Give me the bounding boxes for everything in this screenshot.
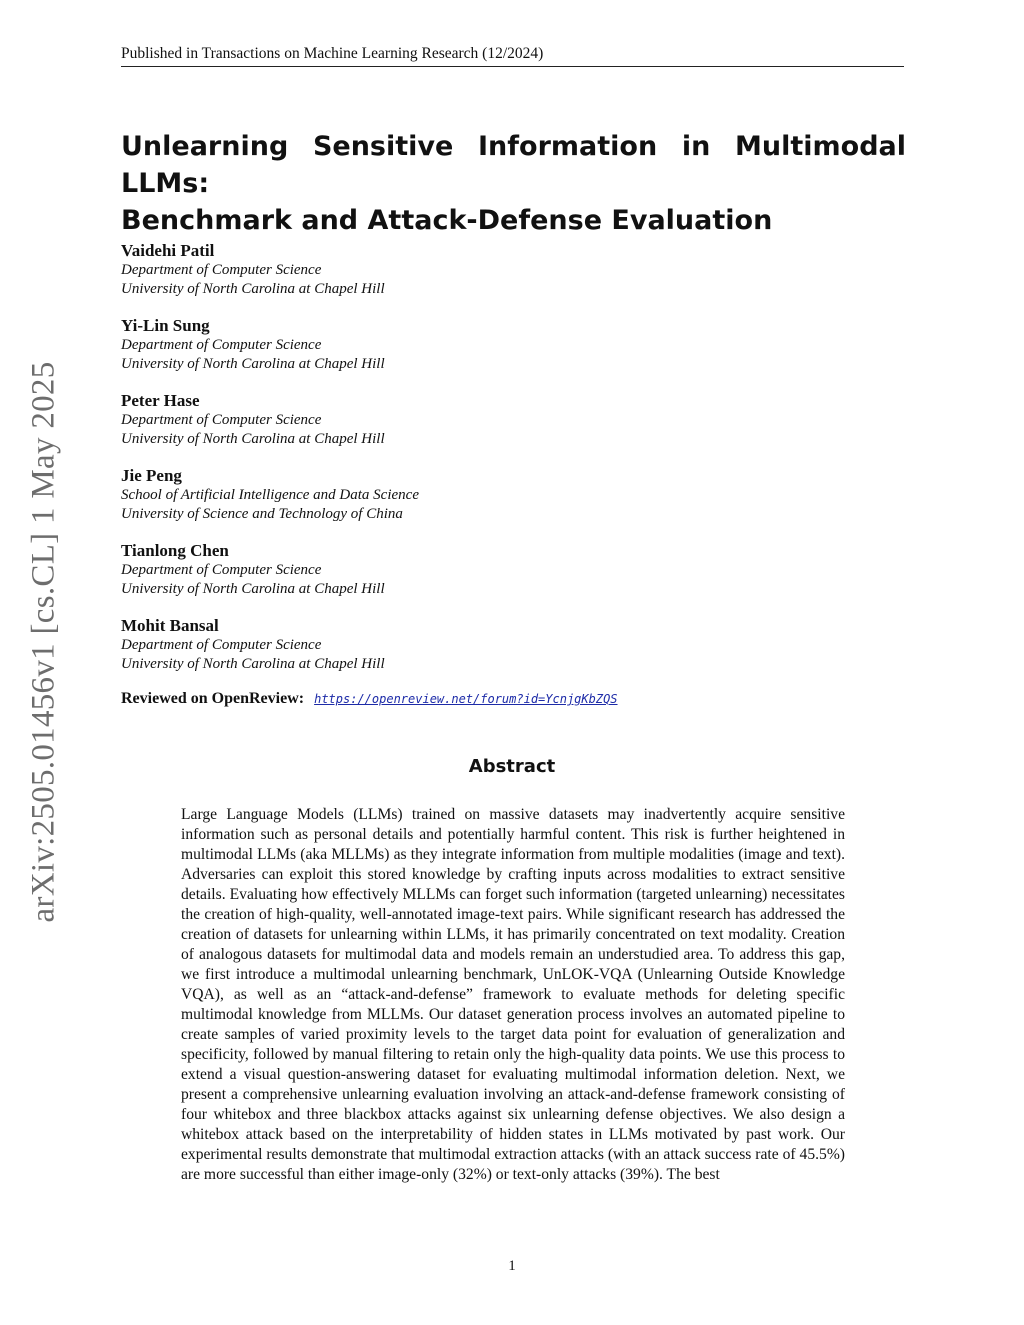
author-department: School of Artificial Intelligence and Data Science bbox=[121, 487, 419, 503]
abstract-text: Large Language Models (LLMs) trained on massive datasets may inadvertently acquire sensitive information such as personal details and potentially harmful content. This risk is further heightened in multimodal LLMs (aka MLLMs) as they integrate information from multiple modalities (image and text). Adversaries can exploit this stored knowledge by crafting inputs across modalities to extract sensitive details. Evaluating how effectively MLLMs can forget such information (targeted unlearning) necessitates the creation of high-quality, well-annotated image-text pairs. While significant research has addressed the creation of datasets for unlearning within LLMs, it has primarily concentrated on text modality. Creation of analogous datasets for multimodal data and models remain an understudied area. To address this gap, we first introduce a multimodal unlearning benchmark, UnLOK-VQA (Unlearning Outside Knowledge VQA), as well as an “attack-and-defense” framework to evaluate methods for deleting specific multimodal knowledge from MLLMs. Our dataset generation process involves an automated pipeline to create samples of varied proximity levels to the target data point for evaluation of generalization and specificity, followed by manual filtering to retain only the high-quality data points. We use this process to extend a visual question-answering dataset for evaluating multimodal information deletion. Next, we present a comprehensive unlearning evaluation involving an attack-and-defense framework consisting of four whitebox and three blackbox attacks against six unlearning defense objectives. We also design a whitebox attack based on the interpretability of hidden states in LLMs motivated by past work. Our experimental results demonstrate that multimodal extraction attacks (with an attack success rate of 45.5%) are more successful than either image-only (32%) or text-only attacks (39%). The best bbox=[181, 806, 845, 1183]
author-block bbox=[121, 541, 821, 616]
author-name: Tianlong Chen bbox=[121, 541, 229, 560]
author-block bbox=[121, 466, 821, 541]
author-name: Peter Hase bbox=[121, 391, 200, 410]
author-university: University of North Carolina at Chapel Hill bbox=[121, 355, 385, 372]
author-university: University of North Carolina at Chapel Hill bbox=[121, 280, 385, 297]
page-number: 1 bbox=[508, 1258, 516, 1274]
author-department: Department of Computer Science bbox=[121, 262, 322, 278]
paper-title-line-2: Benchmark and Attack-Defense Evaluation bbox=[121, 205, 773, 236]
author-department: Department of Computer Science bbox=[121, 637, 322, 653]
author-department: Department of Computer Science bbox=[121, 562, 322, 578]
running-header: Published in Transactions on Machine Learning Research (12/2024) bbox=[121, 44, 904, 67]
author-list bbox=[121, 241, 821, 691]
author-department: Department of Computer Science bbox=[121, 412, 322, 428]
paper-title-line-1: Unlearning Sensitive Information in Multimodal LLMs: bbox=[121, 131, 906, 199]
author-name: Mohit Bansal bbox=[121, 616, 219, 635]
author-university: University of North Carolina at Chapel Hill bbox=[121, 430, 385, 447]
author-block bbox=[121, 616, 821, 691]
openreview-link[interactable]: https://openreview.net/forum?id=YcnjgKbZQS bbox=[314, 692, 618, 706]
author-department: Department of Computer Science bbox=[121, 337, 322, 353]
arxiv-identifier: arXiv:2505.01456v1 [cs.CL] 1 May 2025 bbox=[25, 361, 62, 923]
paper-title bbox=[121, 128, 906, 239]
author-block bbox=[121, 391, 821, 466]
author-name: Yi-Lin Sung bbox=[121, 316, 210, 335]
review-line bbox=[121, 689, 618, 709]
author-block bbox=[121, 316, 821, 391]
review-label: Reviewed on OpenReview: bbox=[121, 690, 305, 707]
abstract-heading: Abstract bbox=[468, 756, 556, 777]
author-university: University of North Carolina at Chapel Hill bbox=[121, 655, 385, 672]
author-name: Jie Peng bbox=[121, 466, 182, 485]
author-university: University of Science and Technology of China bbox=[121, 505, 403, 522]
author-university: University of North Carolina at Chapel Hill bbox=[121, 580, 385, 597]
author-block bbox=[121, 241, 821, 316]
author-name: Vaidehi Patil bbox=[121, 241, 215, 260]
